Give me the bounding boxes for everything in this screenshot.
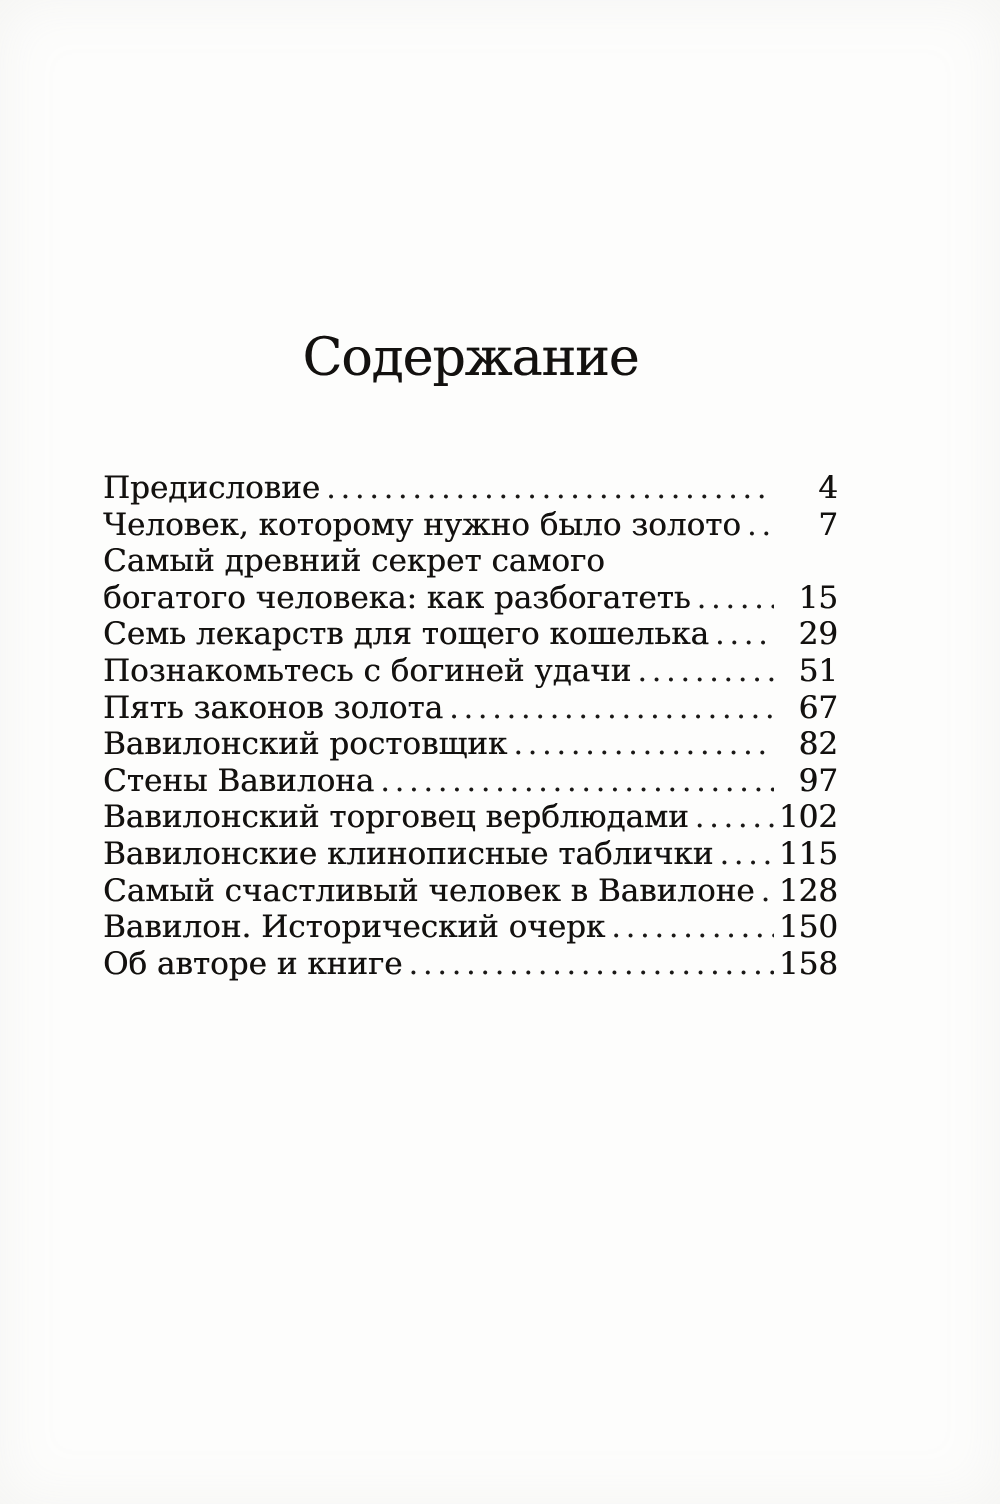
toc-entry-title: Самый счастливый человек в Вавилоне xyxy=(103,872,755,909)
toc-entry-title: Человек, которому нужно было золото xyxy=(103,506,741,543)
toc-entry-title: Предисловие xyxy=(103,470,321,506)
dot-leader xyxy=(747,507,774,544)
toc-entry xyxy=(103,946,838,983)
toc-entry-page: 67 xyxy=(798,689,838,726)
dot-leader xyxy=(326,470,774,507)
toc-entry xyxy=(103,653,838,690)
toc-entry-page: 7 xyxy=(818,506,838,543)
dot-leader xyxy=(637,653,774,690)
toc-entry-page: 158 xyxy=(778,945,838,982)
toc-entry-page: 97 xyxy=(798,762,838,799)
toc-entry-title: Познакомьтесь с богиней удачи xyxy=(103,652,632,689)
toc-entry-page: 29 xyxy=(798,616,838,653)
dot-leader xyxy=(380,763,774,800)
toc-entry-title: Вавилонский ростовщик xyxy=(103,726,508,763)
toc-entry xyxy=(103,470,838,507)
dot-leader xyxy=(697,580,774,617)
toc-entry-title: Вавилонские клинописные таблички xyxy=(103,835,714,872)
toc-entry-title: Вавилон. Исторический очерк xyxy=(103,909,606,946)
toc-entry xyxy=(103,909,838,946)
toc-entry-page: 128 xyxy=(778,872,838,909)
toc-entry xyxy=(103,690,838,727)
dot-leader xyxy=(449,690,774,727)
toc-entry xyxy=(103,873,838,910)
toc-entry-page: 150 xyxy=(778,909,838,946)
toc-entry xyxy=(103,726,838,763)
toc-entry-title: Самый древний секрет самого xyxy=(103,543,605,580)
toc-entry-page: 4 xyxy=(818,470,838,506)
dot-leader xyxy=(761,873,774,910)
toc-entry xyxy=(103,616,838,653)
toc-entry xyxy=(103,799,838,836)
dot-leader xyxy=(695,799,774,836)
toc-entry-page: 51 xyxy=(798,652,838,689)
toc-entry-page: 82 xyxy=(798,726,838,763)
dot-leader xyxy=(513,726,774,763)
toc-entry-title: Об авторе и книге xyxy=(103,945,403,982)
toc-entry-page: 115 xyxy=(778,835,838,872)
dot-leader xyxy=(409,946,774,983)
toc-entry xyxy=(103,507,838,544)
toc-entry xyxy=(103,543,838,580)
toc-entry-page: 102 xyxy=(778,799,838,836)
toc-entry-title: Семь лекарств для тощего кошелька xyxy=(103,616,710,653)
dot-leader xyxy=(719,836,774,873)
toc-entry-page: 15 xyxy=(798,579,838,616)
dot-leader xyxy=(715,616,774,653)
toc-entry-title: богатого человека: как разбогатеть xyxy=(103,579,691,616)
dot-leader xyxy=(611,909,774,946)
toc-entry-title: Вавилонский торговец верблюдами xyxy=(103,799,689,836)
toc-entry-title: Стены Вавилона xyxy=(103,762,375,799)
toc-entry xyxy=(103,580,838,617)
toc-entry-title: Пять законов золота xyxy=(103,689,444,726)
toc-entry xyxy=(103,836,838,873)
table-of-contents xyxy=(103,470,838,982)
page-title: Содержание xyxy=(302,328,639,388)
toc-entry xyxy=(103,763,838,800)
